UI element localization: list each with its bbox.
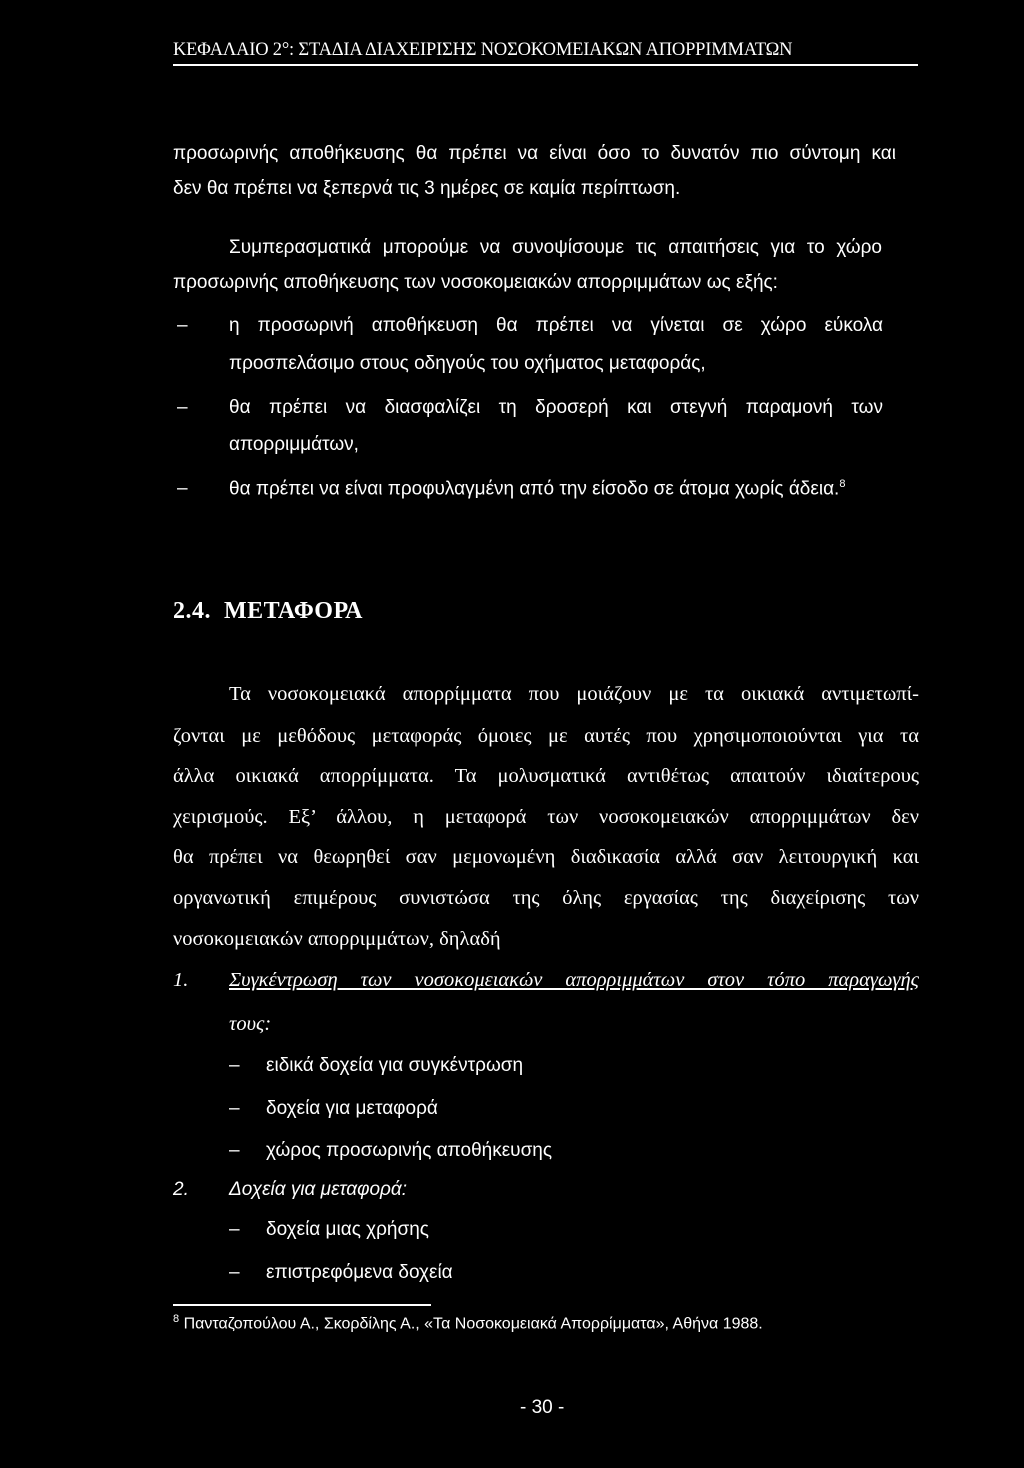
footnote-ref[interactable]: 8 <box>839 478 846 490</box>
header-rule <box>173 64 918 66</box>
list-dash: – <box>229 1098 240 1119</box>
para1-line1: προσωρινής αποθήκευσης θα πρέπει να είναι όσο το δυνατόν πιο σύντομη και <box>173 143 896 164</box>
list-dash: – <box>177 397 188 418</box>
list1-item1-line1: η προσωρινή αποθήκευση θα πρέπει να γίνεται σε χώρο εύκολα <box>229 315 883 336</box>
footnote-rule <box>173 1304 431 1306</box>
list-dash: – <box>177 315 188 336</box>
page-number: - 30 - <box>520 1397 565 1418</box>
para3-line7: νοσοκομειακών απορριμμάτων, δηλαδή <box>173 928 501 950</box>
list1-item2-line1: θα πρέπει να διασφαλίζει τη δροσερή και στεγνή παραμονή των <box>229 397 883 418</box>
numbered-2-item: δοχεία μιας χρήσης <box>266 1219 429 1240</box>
para1-line2: δεν θα πρέπει να ξεπερνά τις 3 ημέρες σε καμία περίπτωση. <box>173 178 681 199</box>
numbered-1-item: ειδικά δοχεία για συγκέντρωση <box>266 1055 524 1076</box>
para3-line6: οργανωτική επιμέρους συνιστώσα της όλης εργασίας της διαχείρισης των <box>173 887 919 909</box>
para3-line4: χειρισμούς. Εξ’ άλλου, η μεταφορά των νοσοκομειακών απορριμμάτων δεν <box>173 806 919 828</box>
numbered-1-item: χώρος προσωρινής αποθήκευσης <box>266 1140 553 1161</box>
footnote-mark: 8 <box>173 1313 180 1325</box>
running-header: ΚΕΦΑΛΑΙΟ 2°: ΣΤΑΔΙΑ ΔΙΑΧΕΙΡΙΣΗΣ ΝΟΣΟΚΟΜΕΙΑΚΩΝ ΑΠΟΡΡΙΜΜΑΤΩΝ <box>173 40 793 60</box>
numbered-2-item: επιστρεφόμενα δοχεία <box>266 1262 453 1283</box>
para3-line2: ζονται με μεθόδους μεταφοράς όμοιες με αυτές που χρησιμοποιούνται για τα <box>173 725 919 747</box>
numbered-1-line2: τους: <box>229 1013 272 1035</box>
numbered-1-marker: 1. <box>173 969 189 991</box>
para2-line2: προσωρινής αποθήκευσης των νοσοκομειακών απορριμμάτων ως εξής: <box>173 272 778 293</box>
para3-line5: θα πρέπει να θεωρηθεί σαν μεμονωμένη διαδικασία αλλά σαν λειτουργική και <box>173 846 919 868</box>
section-heading <box>173 598 363 625</box>
numbered-1-item: δοχεία για μεταφορά <box>266 1098 438 1119</box>
list1-item1-line2: προσπελάσιμο στους οδηγούς του οχήματος μεταφοράς, <box>229 353 706 374</box>
section-number: 2.4. <box>173 598 211 624</box>
numbered-2-title: Δοχεία για μεταφορά: <box>229 1179 408 1200</box>
list1-item2-line2: απορριμμάτων, <box>229 434 359 455</box>
list-dash: – <box>229 1055 240 1076</box>
list-dash: – <box>229 1140 240 1161</box>
list1-item3-text: θα πρέπει να είναι προφυλαγμένη από την είσοδο σε άτομα χωρίς άδεια. <box>229 478 840 500</box>
numbered-1-line1: Συγκέντρωση των νοσοκομειακών απορριμμάτων στον τόπο παραγωγής <box>229 969 919 991</box>
list-dash: – <box>229 1262 240 1283</box>
numbered-2-marker: 2. <box>173 1179 189 1200</box>
para3-line1: Τα νοσοκομειακά απορρίμματα που μοιάζουν με τα οικιακά αντιμετωπί- <box>229 683 919 705</box>
para3-line3: άλλα οικιακά απορρίμματα. Τα μολυσματικά αντιθέτως απαιτούν ιδιαίτερους <box>173 765 919 787</box>
section-title: ΜΕΤΑΦΟΡΑ <box>224 598 363 624</box>
list-dash: – <box>229 1219 240 1240</box>
para2-line1: Συμπερασματικά μπορούμε να συνοψίσουμε τις απαιτήσεις για το χώρο <box>229 237 882 258</box>
list1-item3 <box>229 478 845 500</box>
footnote-text: Πανταζοπούλου Α., Σκορδίλης Α., «Τα Νοσοκομειακά Απορρίμματα», Αθήνα 1988. <box>183 1315 763 1333</box>
footnote <box>173 1313 763 1333</box>
list-dash: – <box>177 478 188 499</box>
